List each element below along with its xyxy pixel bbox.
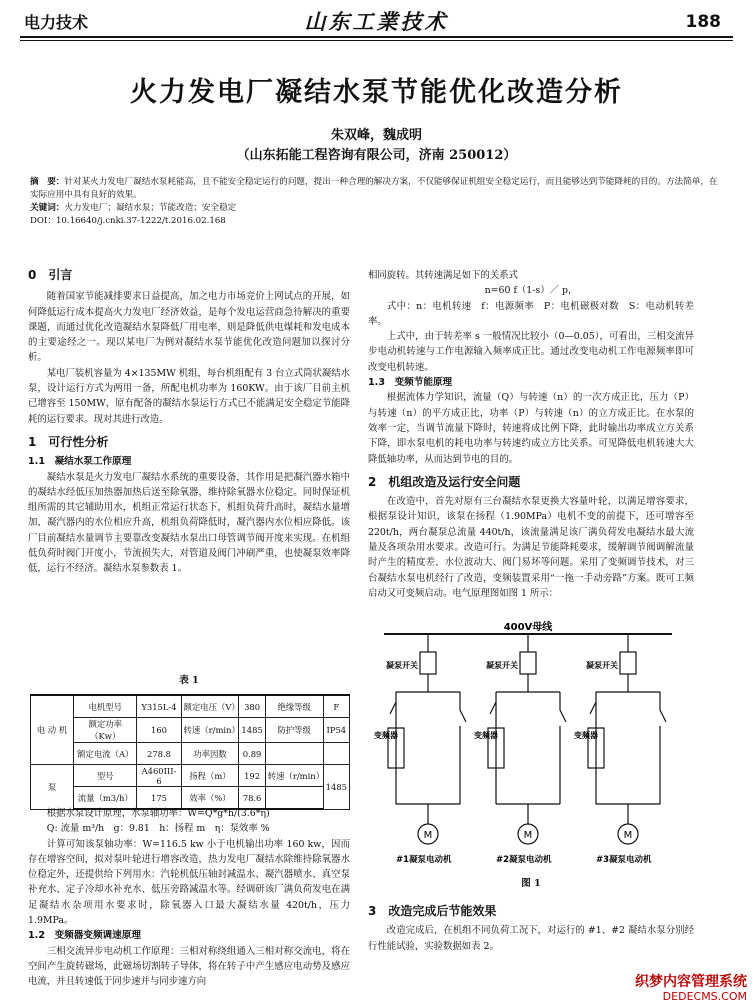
doi-label: DOI： bbox=[30, 216, 56, 226]
motor-label: #1凝泵电动机 bbox=[396, 855, 452, 865]
table-cell: 转速（r/min） bbox=[181, 718, 239, 743]
branch-1 bbox=[374, 634, 466, 865]
abstract-text: 针对某火力发电厂凝结水泵耗能高，且不能安全稳定运行的问题，提出一种合理的解决方案，不仅能够保证机组安全稳定运行，而且能够达到节能降耗的目的。方法简单，在实际应用中具有良好的效果。 bbox=[30, 177, 718, 200]
electrical-diagram bbox=[374, 618, 678, 870]
paragraph: 改造完成后，在机组不同负荷工况下，对运行的 #1、#2 凝结水泵分别经行性能试验，实验数据如表 2。 bbox=[368, 925, 694, 952]
table-cell: 78.6 bbox=[239, 787, 265, 810]
switch-label: 凝泵开关 bbox=[386, 661, 418, 670]
abstract-block bbox=[30, 176, 720, 228]
table-cell: 175 bbox=[137, 787, 181, 810]
journal-name: 山东工業技术 bbox=[304, 9, 449, 34]
bypass-contact bbox=[660, 710, 666, 722]
table-cell: 防护等级 bbox=[265, 718, 323, 743]
table-cell: 1485 bbox=[239, 718, 265, 743]
formula-legend: 式中：n：电机转速 f：电源频率 P：电机磁极对数 S：电动机转差率。 bbox=[368, 300, 694, 327]
pump-parameter-table bbox=[30, 694, 350, 810]
table-cell: F bbox=[323, 695, 349, 718]
subsection-heading: 1.2 变频器变频调速原理 bbox=[28, 930, 141, 942]
table-cell: 绝缘等级 bbox=[265, 695, 323, 718]
table-cell: 278.8 bbox=[137, 743, 181, 765]
table-cell: A460III-6 bbox=[137, 765, 181, 787]
keywords-label: 关键词： bbox=[30, 203, 65, 213]
table-cell: 流量（m3/h） bbox=[74, 787, 137, 810]
motor-label: #2凝泵电动机 bbox=[496, 855, 552, 865]
watermark-text: 织梦内容管理系统 bbox=[635, 974, 747, 990]
table-row bbox=[31, 765, 350, 787]
paragraph: 根据流体力学知识，流量（Q）与转速（n）的一次方成正比，压力（P）与转速（n）的平方成正比，功率（P）与转速（n）的立方成正比。在水泵的效率一定，当调节流量下降时，转速将成比例下降，此时输出功率成立方关系下降，即水泵电机的耗电功率与转速约成立方比关系。可见降低电机转速大大降低轴功率，从而达到节电的目的。 bbox=[368, 392, 694, 465]
affiliation: （山东拓能工程咨询有限公司，济南 250012） bbox=[236, 148, 517, 163]
section-heading: 3 改造完成后节能效果 bbox=[368, 904, 497, 918]
doi-text: 10.16640/j.cnki.37-1222/t.2016.02.168 bbox=[55, 216, 226, 226]
bypass-contact bbox=[460, 710, 466, 722]
table-group-cell: 泵 bbox=[31, 765, 74, 810]
table-cell: Y315L-4 bbox=[137, 695, 181, 718]
bypass-contact bbox=[560, 710, 566, 722]
abstract-label: 摘 要： bbox=[30, 177, 65, 187]
section-heading: 2 机组改造及运行安全问题 bbox=[368, 474, 521, 489]
switch-label: 凝泵开关 bbox=[486, 661, 518, 670]
table-row bbox=[31, 718, 350, 743]
paragraph: 三相交流异步电动机工作原理：三相对称绕组通入三相对称交流电，将在空间产生旋转磁场，此磁场切割转子导体，将在转子中产生感应电动势及感应电流，并且转速低于同步速并与同步速方向 bbox=[28, 945, 350, 988]
branch-2 bbox=[474, 634, 566, 865]
left-column-top bbox=[28, 268, 350, 577]
section-heading: 1 可行性分析 bbox=[28, 434, 109, 449]
table-cell bbox=[323, 743, 349, 765]
keywords-text: 火力发电厂；凝结水泵；节能改造；安全稳定 bbox=[64, 203, 237, 213]
authors: 朱双峰，魏成明 bbox=[330, 128, 422, 143]
subsection-heading: 1.1 凝结水泵工作原理 bbox=[28, 456, 132, 468]
header-rule bbox=[20, 36, 733, 38]
vfd-label: 变频器 bbox=[374, 731, 398, 740]
motor-symbol: M bbox=[523, 830, 533, 841]
table-cell: 电机型号 bbox=[74, 695, 137, 718]
table-row bbox=[31, 743, 350, 765]
table-cell: 0.89 bbox=[239, 743, 265, 765]
paragraph: 随着国家节能减排要求日益提高，加之电力市场竞价上网试点的开展，如何降低运行成本提高火力发电厂经济效益，是每个发电运营商急待解决的重要课题，而通过优化改造凝结水泵降低厂用电率，则是降低供电煤耗和发电成本的主要途经之一。现以某电厂为例对凝结水泵节能优化改造问题加以探讨分析。 bbox=[28, 291, 350, 364]
speed-formula: n=60 f（1-s）／ p， bbox=[484, 285, 578, 297]
switch-label: 凝泵开关 bbox=[586, 661, 618, 670]
vfd-label: 变频器 bbox=[474, 731, 498, 740]
right-column bbox=[368, 268, 694, 601]
table-cell: 160 bbox=[137, 718, 181, 743]
table-cell: 扬程（m） bbox=[181, 765, 239, 787]
table-cell: 功率因数 bbox=[181, 743, 239, 765]
table-caption: 表 1 bbox=[179, 675, 199, 686]
table-cell: IP54 bbox=[323, 718, 349, 743]
table-cell: 额定电压（V） bbox=[181, 695, 239, 718]
branch-3 bbox=[574, 634, 666, 865]
table-cell: 型号 bbox=[74, 765, 137, 787]
table-row bbox=[31, 695, 350, 718]
pump-switch bbox=[620, 652, 636, 674]
paragraph: 相同旋转。其转速满足如下的关系式 bbox=[368, 270, 519, 281]
pump-switch bbox=[520, 652, 536, 674]
paragraph: 上式中，由于转差率 s 一般情况比较小（0—0.05），可看出，三相交流异步电动机转速与工作电源输入频率成正比。通过改变电动机工作电源频率即可改变电机转速。 bbox=[368, 331, 694, 373]
subsection-heading: 1.3 变频节能原理 bbox=[368, 377, 453, 389]
page-number: 188 bbox=[685, 12, 721, 32]
abstract bbox=[30, 176, 720, 202]
motor-label: #3凝泵电动机 bbox=[596, 855, 652, 865]
table-cell: 额定功率（Kw） bbox=[74, 718, 137, 743]
section-heading: 0 引言 bbox=[28, 268, 73, 282]
table-cell bbox=[265, 743, 323, 765]
paragraph: 某电厂装机容量为 4×135MW 机组，每台机组配有 3 台立式筒状凝结水泵，设计运行方式为两用一备，所配电机功率为 160KW。由于该厂目前主机已增容至 150MW，原有配备的凝结水泵运行方式已不能满足安全稳定节能降耗的运行要求。现对其进行改造。 bbox=[28, 367, 351, 425]
pump-switch bbox=[420, 652, 436, 674]
header-rule-thin bbox=[20, 40, 733, 41]
formula-legend: Q: 流量 m³/h g：9.81 h：扬程 m η：泵效率 % bbox=[46, 823, 270, 835]
table-group-cell: 电 动 机 bbox=[31, 695, 74, 765]
left-column-bottom bbox=[28, 806, 350, 990]
watermark-url: DEDECMS.COM bbox=[662, 990, 747, 1003]
paragraph: 在改造中，首先对原有三台凝结水泵更换大容量叶轮，以满足增容要求，根据泵设计知识，该泵在扬程（1.90MPa）电机不变的前提下，还可增容至 220t/h，两台凝泵总流量 440t/h，该流量满足该厂满负荷发电凝结水最大流量及各项杂用水要求。改造可行。为满足节能降耗要求，缓解调节阀调解流量时产生的精度差、水位波动大、阀门易坏等问题。采用了变频调节技术，对三台凝结水泵电机经行了改造，变频装置采用“一拖一手动旁路”方案。既可工频启动又可变频启动。电气原理图如图 1 所示： bbox=[368, 496, 694, 599]
table-cell: 380 bbox=[239, 695, 265, 718]
motor-symbol: M bbox=[423, 830, 433, 841]
right-column-bottom bbox=[368, 904, 694, 954]
paper-title: 火力发电厂凝结水泵节能优化改造分析 bbox=[130, 77, 623, 108]
vfd-label: 变频器 bbox=[574, 731, 598, 740]
figure-caption: 图 1 bbox=[521, 878, 541, 889]
bus-label: 400V母线 bbox=[503, 622, 553, 633]
table-cell: 效率（%） bbox=[181, 787, 239, 810]
table-cell: 1485 bbox=[323, 765, 349, 810]
formula-line: 根据水泵设计原理，水泵轴功率：W=Q*g*h/(3.6*η) bbox=[46, 808, 270, 819]
keywords bbox=[30, 202, 720, 215]
table-cell: 转速（r/min） bbox=[265, 765, 323, 787]
paragraph: 计算可知该泵轴功率：W=116.5 kw 小于电机输出功率 160 kw，因而存在增容空间，拟对泵叶轮进行增容改造，热力发电厂凝结水除维持除氧器水位稳定外，还提供给下列用水：汽轮机低压轴封减温水、凝汽器喷水、真空泵补充水、定子冷却水补充水、低压旁路减温水等。经调研该厂满负荷发电在满足凝结水杂项用水要求时，除氧器入口最大凝结水量 420t/h，压力 1.9MPa。 bbox=[28, 838, 350, 927]
table-cell: 额定电流（A） bbox=[74, 743, 137, 765]
paragraph: 凝结水泵是火力发电厂凝结水系统的重要设备，其作用是把凝汽器水箱中的凝结水经低压加热器加热后送至除氧器，维持除氧器水位稳定。同时保证机组所需的其它辅助用水，机组正常运行状态下，机组负荷升高时，凝结水量增加，凝汽器内的水位相应升高，机组负荷降低时，凝汽器内水位相应降低。该厂目前凝结水量调节主要靠改变凝结水泵出口母管调节阀开度来实现。在机组低负荷时阀门开度小，节流损失大，对管道及阀门冲刷严重，也使凝泵效率降低，运行不经济。凝结水泵参数表 1。 bbox=[28, 471, 350, 575]
doi bbox=[30, 215, 720, 228]
motor-symbol: M bbox=[623, 830, 633, 841]
table-cell: 192 bbox=[239, 765, 265, 787]
journal-section: 电力技术 bbox=[24, 13, 89, 32]
